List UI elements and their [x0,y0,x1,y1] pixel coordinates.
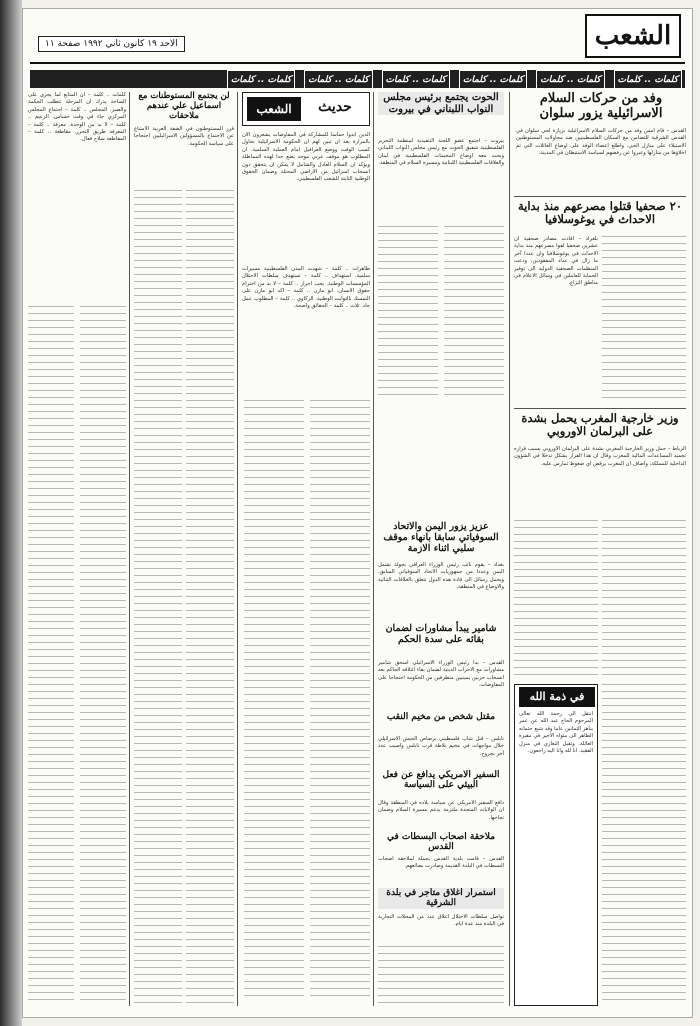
date-line: الاحد ١٩ كانون ثاني ١٩٩٢ صفحة ١١ [38,36,185,52]
obituary-body: انتقل الى رحمة الله تعالى المرحوم الحاج عبد الله عن عمر يناهز الثمانين عاما وقد شيع جثمانه الطاهر الى مثواه الاخير في مقبرة العائلة. وتقبل التعازي في منزل الفقيد. انا لله وانا اليه راجعون. [519,711,593,755]
article-killing-body: نابلس – قتل شاب فلسطيني برصاص الجيش الاسرائيلي خلال مواجهات في مخيم بلاطة قرب نابلس واصيب عدد آخر بجروح. [378,736,504,757]
headline-houthi: الحوت يجتمع برئيس مجلس النواب اللبناني في بيروت [378,92,504,115]
article-text-lines [602,236,686,404]
column-rule [509,92,510,1006]
article-peace-delegation-body: القدس – قام امس وفد من حركات السلام الاسرائيلية بزيارة لحي سلوان في القدس الشرقية للتضامن مع السكان الفلسطينيين ضد محاولات المستوطنين الاستيلاء على منازل الحي. واطلع اعضاء الوفد على اوضاع العائلات التي تم اخلاؤها من منازلها وعبروا عن رفضهم لسياسة الاستيطان في المدينة. [516,128,686,157]
headline-peace-delegation: وفد من حركات السلام الاسرائيلية يزور سلوان [539,91,663,121]
article-us-ambassador-body: دافع السفير الامريكي عن سياسة بلاده في المنطقة وقال ان الولايات المتحدة ملتزمة بدعم مسيرة السلام وضمان نجاحها. [378,800,504,821]
article-houthi-body: بيروت – اجتمع عضو اللجنة التنفيذية لمنظمة التحرير الفلسطينية شفيق الحوت مع رئيس مجلس النواب اللبناني وبحث معه اوضاع المخيمات الفلسطينية في لبنان والعلاقات الفلسطينية اللبنانية ومسيرة السلام في المنطقة. [378,138,504,167]
article-text-lines [444,226,504,396]
band-item: كلمات .. كلمات [614,70,682,88]
article-yemen-body: بغداد – يقوم نائب رئيس الوزراء العراقي بجولة تشمل اليمن وعددا من جمهوريات الاتحاد السوفياتي السابق، ويحمل رسائل الى قادة هذه الدول تتعلق بالعلاقات الثنائية والاوضاع في المنطقة. [378,562,504,591]
article-text-lines [514,520,598,680]
article-plo-body: قرر المستوطنون في الضفة الغربية الامتناع عن الاجتماع بالمسؤولين الاسرائيليين احتجاجا على سياسة الحكومة. [134,126,234,147]
article-shamir-body: القدس – بدأ رئيس الوزراء الاسرائيلي اسحق شامير مشاورات مع الاحزاب الدينية لضمان بقاء ائتلافه الحاكم بعد انسحاب حزبين يمينيين متطرفين من الحكومة احتجاجا على المفاوضات. [378,660,504,689]
headline-closure: استمرار اغلاق متاجر في بلدة الشرقية [378,888,504,909]
article-closure-body: تواصل سلطات الاحتلال اغلاق عدد من المحلات التجارية في البلدة منذ عدة ايام. [378,914,504,928]
binding-edge [0,0,22,1026]
article-text-lines [602,520,686,680]
headline-plo-office: لن يجتمع المستوطنات مع اسماعيل علي عندهم ملاحقات [138,91,230,121]
article-text-lines [378,226,438,396]
article-text-lines [80,306,126,1006]
headline-morocco-fm: وزير خارجية المغرب يحمل بشدة على البرلمان الاوروبي [521,411,679,439]
article-text-lines [310,400,370,1000]
column-rule [373,92,374,1006]
words-band [30,70,685,88]
article-morocco-body: الرباط – حمل وزير الخارجية المغربي بشدة على البرلمان الاوروبي بسبب قراره تجميد المساعدات المالية للمغرب وقال ان هذا القرار يشكل تدخلا في الشؤون الداخلية للمملكة، واضاف ان المغرب يرفض اي ضغوط تمارس عليه. [514,446,686,467]
words-column-body: كلمات .. كلمة – ان المتابع لما يجري على الساحة يدرك ان المرحلة تتطلب الحكمة والصبر. المجلس .. كلمة – اجتماع المجلس المركزي جاء في وقت حساس. الرعيم .. كلمة – لا بد من الوحدة. معرفة .. كلمة – المعرفة طريق التحرر. مقاطعة .. كلمة – المقاطعة سلاح فعال. [28,92,126,143]
divider [514,196,686,197]
obituary-title: في ذمة الله [519,687,595,707]
masthead-logo: الشعب [585,14,681,58]
hadith-label: حديث [318,99,352,115]
article-text-lines [244,400,304,1000]
headline-us-ambassador: السفير الامريكي يدافع عن فعل البيئي على السياسة [382,770,500,791]
page-header [30,12,685,64]
band-item: كلمات .. كلمات [382,70,450,88]
article-journalists-body: بلغراد – افادت مصادر صحفية ان عشرين صحفيا لقوا مصرعهم منذ بداية الاحداث في يوغوسلافيا وان عددا آخر ما زال في عداد المفقودين، ودعت المنظمات الصحفية الدولية الى توفير الحماية للعاملين في وسائل الاعلام في مناطق النزاع. [514,236,598,287]
band-item: كلمات .. كلمات [459,70,527,88]
headline-baton: ملاحقة اصحاب البسطات في القدس [386,832,496,853]
headline-yemen: عزيز يزور اليمن والاتحاد السوفياتي سابقا بانهاء موقف سلبي اثناء الازمة [383,521,499,554]
band-item: كلمات .. كلمات [227,70,295,88]
band-item: كلمات .. كلمات [304,70,372,88]
column-middle-body: ظاهرات .. كلمة – شهدت المدن الفلسطينية مسيرات سلمية. استهداف .. كلمة – تستهدف سلطات الاحتلال المؤسسات الوطنية. يجب احرار .. كلمة – لا بد من احترام حقوق الانسان. ابو مازن .. كلمة – اكد ابو مازن على التمسك بالثوابت الوطنية. الركاوي .. كلمة – المطلوب عمل جاد. ثلاث .. كلمة – الحقائق واضحة. [242,266,370,310]
article-text-lines [28,306,74,1006]
article-text-lines [134,190,182,1006]
hadith-logo: الشعب [247,97,301,121]
headline-killing: مقتل شخص من مخيم النقب [386,712,496,722]
article-text-lines [378,946,504,1006]
band-item: كلمات .. كلمات [536,70,604,88]
article-baton-body: القدس – قامت بلدية القدس بحملة لملاحقة اصحاب البسطات في البلدة القديمة وصادرت بضائعهم. [378,856,504,870]
hadith-header-box [242,92,370,126]
headline-shamir: شامير يبدأ مشاورات لضمان بقائه على سدة الحكم [385,623,497,645]
column-rule [129,92,130,1006]
article-text-lines [186,190,234,1006]
obituary-box [514,684,598,1006]
headline-journalists: ٢٠ صحفيا قتلوا مصرعهم منذ بداية الاحداث في يوغوسلافيا [517,199,683,227]
hadith-body: الذين ابدوا حماسا للمشاركة في المفاوضات يشعرون الآن بالمرارة بعد ان تبين لهم ان الحكومة الاسرائيلية تحاول كسب الوقت ووضع العراقيل امام العملية السلمية. ان المطلوب هو موقف عربي موحد يضع حدا لهذه المماطلة ويؤكد ان السلام العادل والشامل لا يمكن ان يتحقق دون انسحاب اسرائيل من الاراضي المحتلة وضمان الحقوق الوطنية الثابتة للشعب الفلسطيني. [242,132,370,183]
article-text-lines [602,684,686,1006]
divider [514,408,686,409]
column-rule [237,92,238,1006]
